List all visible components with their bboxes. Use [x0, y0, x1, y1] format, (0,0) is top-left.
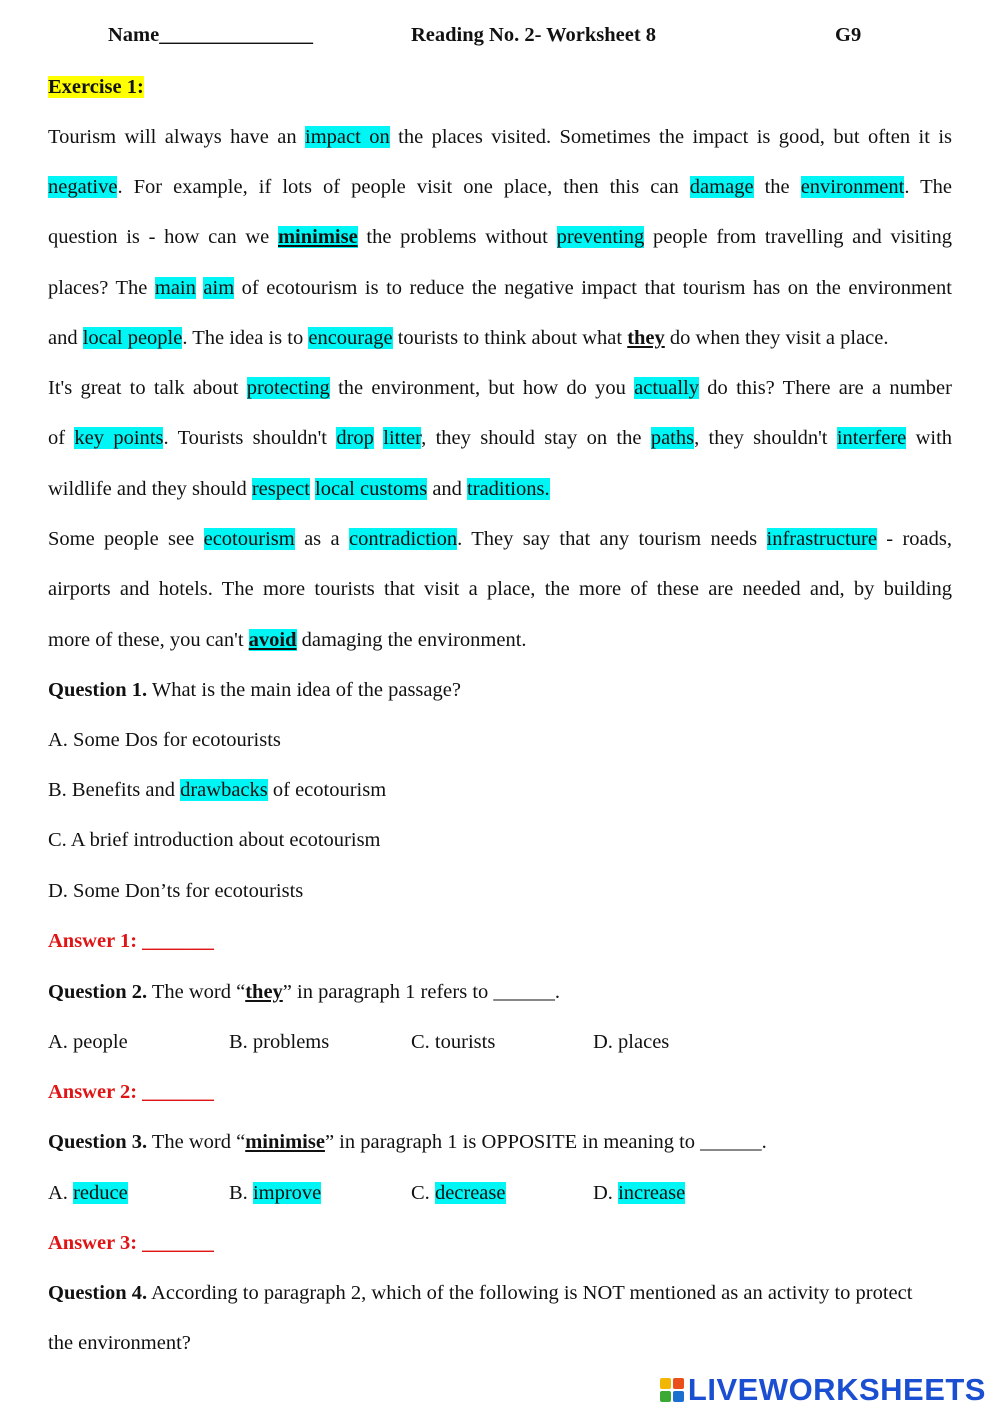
highlighted-term: negative — [48, 176, 118, 198]
text-segment: ” in paragraph 1 refers to ______. — [282, 981, 561, 1003]
answer-option[interactable]: B. problems — [229, 1031, 330, 1053]
text-segment: D. Some Don’ts for ecotourists — [48, 880, 304, 902]
passage-line — [48, 224, 952, 250]
text-segment: , they shouldn't — [694, 427, 837, 449]
logo-square-4 — [673, 1391, 684, 1402]
highlighted-term: preventing — [556, 226, 645, 248]
question-4: Question 4. According to paragraph 2, which of the following is NOT mentioned as an activity to protect — [48, 1282, 913, 1304]
answer-option[interactable] — [48, 777, 386, 803]
highlighted-term: main — [154, 277, 196, 299]
text-segment: do when they visit a place. — [664, 327, 889, 349]
text-segment: Some people see — [48, 528, 204, 550]
text-segment: airports and hotels. The more tourists that visit a place, the more of these are needed and, by building — [48, 578, 952, 600]
passage-line — [48, 476, 550, 502]
highlighted-term: avoid — [248, 629, 297, 651]
highlighted-term: key points — [74, 427, 164, 449]
text-segment: question is - how can we — [48, 226, 278, 248]
answer-option[interactable] — [48, 1180, 128, 1206]
highlighted-term: paths — [650, 427, 695, 449]
passage-line — [48, 425, 952, 451]
answer-2: Answer 2: _______ — [48, 1081, 214, 1103]
text-segment: It's great to talk about — [48, 377, 247, 399]
name-field: Name_______________ — [108, 24, 313, 46]
text-segment: . The — [904, 176, 953, 198]
highlighted-term: damage — [689, 176, 754, 198]
question-2: Question 2. The word “they” in paragraph 1 refers to ______. — [48, 981, 561, 1003]
text-segment: they — [245, 981, 283, 1003]
text-segment — [374, 427, 383, 449]
answer-3: Answer 3: _______ — [48, 1232, 214, 1254]
text-segment: places? The — [48, 277, 155, 299]
text-segment: the problems without — [357, 226, 557, 248]
exercise-heading: Exercise 1: — [48, 76, 144, 98]
highlighted-term: traditions. — [467, 478, 550, 500]
text-segment: . Tourists shouldn't — [163, 427, 337, 449]
highlighted-term: protecting — [246, 377, 330, 399]
text-segment: more of these, you can't — [48, 629, 249, 651]
text-segment: the places visited. Sometimes the impact is good, but often it is — [389, 126, 953, 148]
logo-square-2 — [673, 1378, 684, 1389]
text-segment: do this? There are a number — [699, 377, 952, 399]
text-segment: ” in paragraph 1 is OPPOSITE in meaning to ______. — [324, 1131, 767, 1153]
text-segment: and — [427, 478, 468, 500]
highlighted-term: local customs — [315, 478, 428, 500]
logo-text: LIVEWORKSHEETS — [687, 1372, 986, 1407]
highlighted-term: interfere — [836, 427, 907, 449]
text-segment: . The idea is to — [182, 327, 309, 349]
answer-option[interactable]: C. tourists — [411, 1031, 496, 1053]
text-segment: - roads, — [876, 528, 953, 550]
text-segment: minimise — [245, 1131, 325, 1153]
highlighted-term: improve — [252, 1182, 322, 1204]
text-segment: of ecotourism — [267, 779, 387, 801]
text-segment: the environment, but how do you — [329, 377, 635, 399]
worksheet-title: Reading No. 2- Worksheet 8 — [411, 24, 657, 46]
text-segment: of — [48, 427, 75, 449]
text-segment: they — [627, 327, 665, 349]
highlighted-term: encourage — [308, 327, 393, 349]
question-3: Question 3. The word “minimise” in paragraph 1 is OPPOSITE in meaning to ______. — [48, 1131, 767, 1153]
highlighted-term: ecotourism — [203, 528, 295, 550]
highlighted-term: impact on — [305, 126, 390, 148]
grade-label: G9 — [835, 24, 862, 46]
text-segment: with — [906, 427, 953, 449]
highlighted-term: environment — [800, 176, 905, 198]
highlighted-term: reduce — [73, 1182, 128, 1204]
highlighted-term: actually — [634, 377, 700, 399]
passage-line — [48, 576, 952, 602]
highlighted-term: contradiction — [348, 528, 458, 550]
text-segment: A. Some Dos for ecotourists — [48, 729, 281, 751]
answer-option[interactable] — [593, 1180, 685, 1206]
passage-line — [48, 174, 952, 200]
highlighted-term: aim — [203, 277, 235, 299]
text-segment: , they should stay on the — [421, 427, 651, 449]
answer-option[interactable]: A. people — [48, 1031, 128, 1053]
highlighted-term: minimise — [277, 226, 358, 248]
text-segment: . For example, if lots of people visit one place, then this can — [117, 176, 690, 198]
highlighted-term: respect — [251, 478, 310, 500]
text-segment: people from travelling and visiting — [644, 226, 953, 248]
highlighted-term: increase — [618, 1182, 686, 1204]
text-segment: B. Benefits and — [48, 779, 181, 801]
answer-1: Answer 1: _______ — [48, 930, 214, 952]
passage-line — [48, 275, 952, 301]
text-segment: . They say that any tourism needs — [457, 528, 767, 550]
answer-option[interactable] — [48, 727, 281, 753]
answer-option[interactable] — [48, 827, 381, 853]
passage-line — [48, 325, 889, 351]
answer-option[interactable]: D. places — [593, 1031, 670, 1053]
highlighted-term: drop — [336, 427, 374, 449]
text-segment: C. — [411, 1182, 435, 1204]
text-segment: wildlife and they should — [48, 478, 252, 500]
logo-grid-icon — [660, 1378, 684, 1402]
text-segment: D. — [593, 1182, 619, 1204]
passage-line — [48, 124, 952, 150]
logo-square-3 — [660, 1391, 671, 1402]
worksheet-header — [0, 24, 1000, 54]
passage-line — [48, 375, 952, 401]
answer-option[interactable] — [48, 878, 303, 904]
text-segment: The word “ — [147, 1131, 246, 1153]
text-segment: as a — [294, 528, 349, 550]
highlighted-term: local people — [82, 327, 183, 349]
text-segment: damaging the environment. — [296, 629, 527, 651]
logo-square-1 — [660, 1378, 671, 1389]
text-segment: of ecotourism is to reduce the negative impact that tourism has on the environment — [234, 277, 953, 299]
passage-line — [48, 627, 527, 653]
highlighted-term: litter — [383, 427, 422, 449]
text-segment: The word “ — [147, 981, 246, 1003]
highlighted-term: drawbacks — [180, 779, 268, 801]
text-segment: the — [753, 176, 801, 198]
text-segment: tourists to think about what — [392, 327, 628, 349]
question-4-continued: the environment? — [48, 1332, 191, 1354]
highlighted-term: decrease — [434, 1182, 506, 1204]
passage-line — [48, 526, 952, 552]
text-segment: Tourism will always have an — [48, 126, 306, 148]
text-segment: C. A brief introduction about ecotourism — [48, 829, 381, 851]
highlighted-term: infrastructure — [766, 528, 877, 550]
question-1: Question 1. What is the main idea of the passage? — [48, 679, 461, 701]
text-segment: A. — [48, 1182, 74, 1204]
answer-option[interactable] — [411, 1180, 506, 1206]
text-segment: and — [48, 327, 83, 349]
text-segment: B. — [229, 1182, 253, 1204]
liveworksheets-logo[interactable] — [660, 1372, 986, 1408]
answer-option[interactable] — [229, 1180, 321, 1206]
